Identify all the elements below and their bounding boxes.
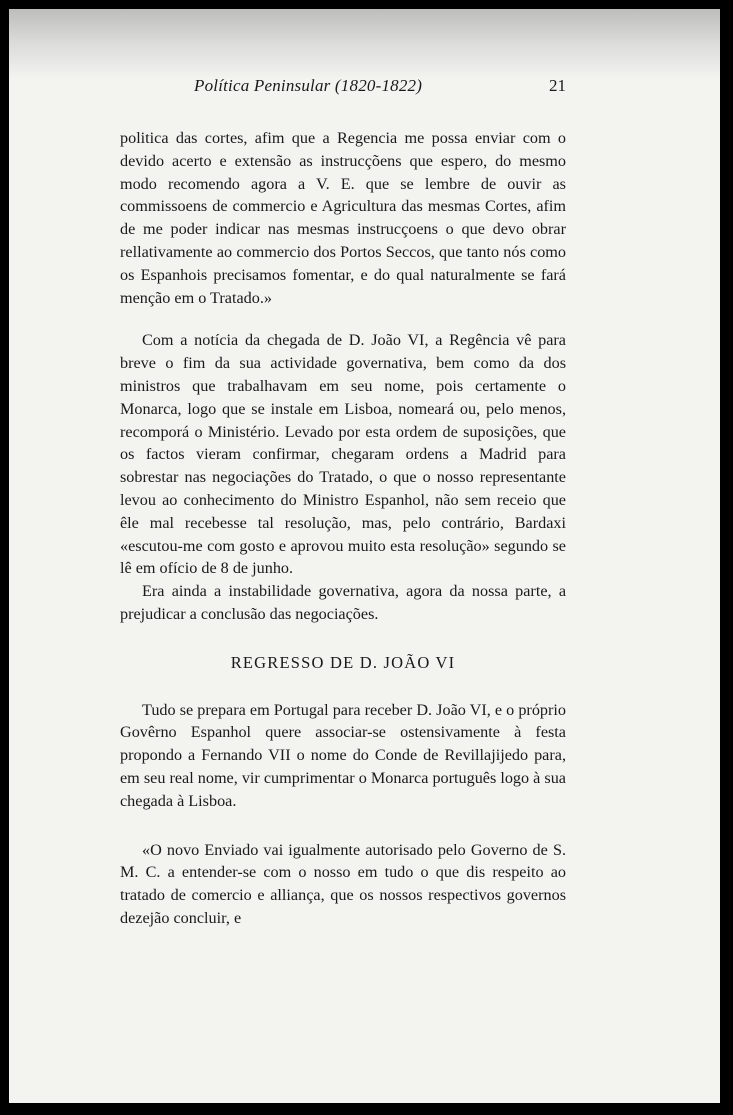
running-title: Política Peninsular (1820-1822): [194, 76, 423, 95]
book-page: [9, 9, 720, 1103]
paragraph-3: Era ainda a instabilidade governativa, agora da nossa parte, a prejudicar a conclusão das negociações.: [120, 582, 566, 623]
page-number: 21: [549, 76, 566, 95]
running-header: [120, 75, 566, 105]
scan-shadow: [9, 9, 720, 79]
section-heading: REGRESSO DE D. JOÃO VI: [230, 652, 456, 672]
paragraph-2: Com a notícia da chegada de D. João VI, a Regência vê para breve o fim da sua actividade governativa, bem como da dos ministros que trabalhavam em seu nome, pois certamente o Monarca, logo que se instale em Lisboa, nomeará ou, pelo menos, recomporá o Ministério. Levado por esta ordem de suposições, que os factos vieram confirmar, chegaram ordens a Madrid para sobrestar nas negociações do Tratado, o que o nosso representante levou ao conhecimento do Ministro Espanhol, não sem receio que êle mal recebesse tal resolução, mas, pelo contrário, Bardaxi «escutou-me com gosto e aprovou muito esta resolução» segundo se lê em ofício de 8 de junho.: [120, 331, 566, 578]
paragraph-gap: [120, 309, 566, 329]
section-paragraph: Tudo se prepara em Portugal para receber D. João VI, e o próprio Govêrno Espanhol quere associar-se ostensivamente à festa propondo a Fernando VII o nome do Conde de Revillajijedo para, em seu real nome, vir cumprimentar o Monarca português logo à sua chegada à Lisboa.: [120, 700, 566, 810]
paragraph-1: politica das cortes, afim que a Regencia me possa enviar com o devido acerto e extensão as instrucçõens que espero, do mesmo modo recomendo agora a V. E. que se lembre de ouvir as commissoens de commercio e Agricultura das mesmas Cortes, afim de me poder indicar nas mesmas instrucçoens o que devo obrar rellativamente ao commercio dos Portos Seccos, que tanto nós como os Espanhois precisamos fomentar, e do qual naturalmente se fará menção em o Tratado.»: [120, 129, 566, 307]
quote-gap: [120, 813, 566, 839]
quote-paragraph: «O novo Enviado vai igualmente autorisado pelo Governo de S. M. C. a entender-se com o nosso em tudo o que dis respeito ao tratado de comercio e alliança, que os nossos respectivos governos dezejão concluir, e: [120, 840, 566, 927]
page-content: [120, 75, 566, 930]
